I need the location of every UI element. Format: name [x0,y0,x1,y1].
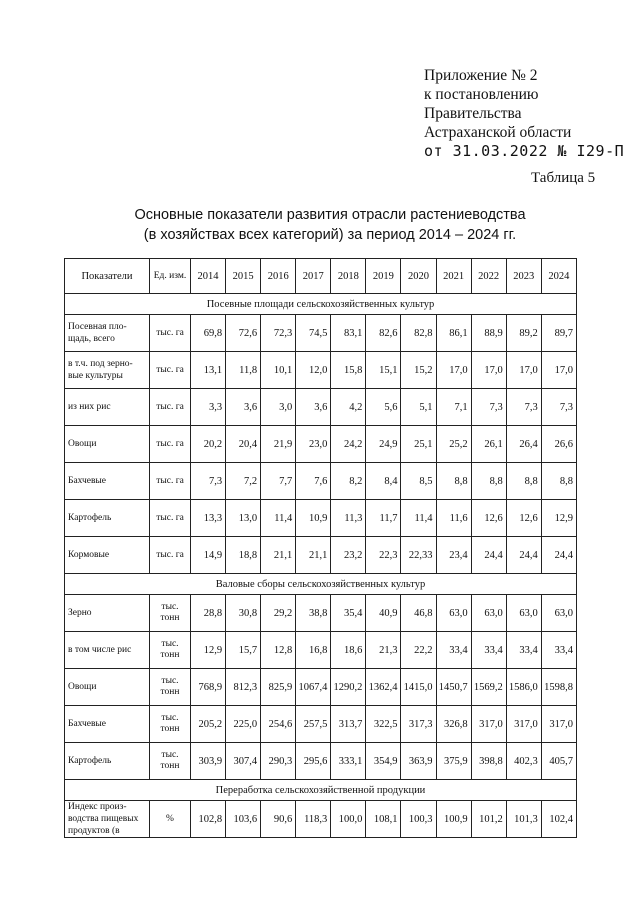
row-value-2017: 74,5 [296,315,331,352]
row-value-2022: 7,3 [471,389,506,426]
row-value-2015: 30,8 [226,595,261,632]
row-value-2023: 12,6 [506,500,541,537]
row-value-2018: 100,0 [331,801,366,838]
row-value-2016: 12,8 [261,632,296,669]
row-value-2020: 5,1 [401,389,436,426]
row-value-2018: 18,6 [331,632,366,669]
row-indicator-name: Индекс произ-водства пищевых продуктов (в [65,801,150,838]
table-row [65,595,577,632]
row-value-2020: 8,5 [401,463,436,500]
row-value-2020: 11,4 [401,500,436,537]
section-title: Переработка сельскохозяйственной продукции [65,780,577,801]
row-value-2018: 35,4 [331,595,366,632]
row-value-2022: 101,2 [471,801,506,838]
header-year: 2023 [506,259,541,294]
row-value-2023: 317,0 [506,706,541,743]
row-indicator-name: Посевная пло-щадь, всего [65,315,150,352]
appendix-line: к постановлению [424,86,539,103]
row-value-2016: 10,1 [261,352,296,389]
header-unit: Ед. изм. [150,259,191,294]
row-unit: тыс. га [150,352,191,389]
header-year: 2018 [331,259,366,294]
row-value-2019: 1362,4 [366,669,401,706]
row-value-2015: 11,8 [226,352,261,389]
row-value-2022: 88,9 [471,315,506,352]
appendix-resolution-date: от 31.03.2022 № I29-П [424,142,625,160]
header-year: 2021 [436,259,471,294]
appendix-line: Астраханской области [424,124,572,141]
section-row [65,294,577,315]
row-value-2019: 108,1 [366,801,401,838]
row-value-2017: 12,0 [296,352,331,389]
row-value-2024: 12,9 [541,500,576,537]
row-value-2018: 8,2 [331,463,366,500]
row-value-2020: 82,8 [401,315,436,352]
row-value-2019: 8,4 [366,463,401,500]
row-value-2023: 63,0 [506,595,541,632]
row-value-2019: 354,9 [366,743,401,780]
row-value-2014: 13,3 [191,500,226,537]
row-value-2022: 8,8 [471,463,506,500]
row-value-2015: 3,6 [226,389,261,426]
row-value-2021: 326,8 [436,706,471,743]
row-indicator-name: Картофель [65,743,150,780]
row-value-2024: 89,7 [541,315,576,352]
row-value-2023: 24,4 [506,537,541,574]
row-value-2019: 322,5 [366,706,401,743]
row-value-2017: 16,8 [296,632,331,669]
table-body [65,294,577,838]
row-value-2022: 17,0 [471,352,506,389]
header-year: 2019 [366,259,401,294]
row-value-2019: 5,6 [366,389,401,426]
row-value-2018: 83,1 [331,315,366,352]
row-value-2021: 100,9 [436,801,471,838]
table-row [65,315,577,352]
table-row [65,500,577,537]
row-value-2021: 23,4 [436,537,471,574]
table-row [65,463,577,500]
title-line-1: Основные показатели развития отрасли растениеводства [134,207,526,223]
row-value-2019: 22,3 [366,537,401,574]
appendix-block [424,66,624,161]
row-indicator-name: Кормовые [65,537,150,574]
row-value-2021: 11,6 [436,500,471,537]
row-value-2014: 12,9 [191,632,226,669]
row-value-2018: 24,2 [331,426,366,463]
row-value-2016: 825,9 [261,669,296,706]
section-title: Посевные площади сельскохозяйственных культур [65,294,577,315]
row-value-2024: 33,4 [541,632,576,669]
row-value-2021: 63,0 [436,595,471,632]
row-value-2021: 375,9 [436,743,471,780]
row-value-2023: 1586,0 [506,669,541,706]
appendix-line: Приложение № 2 [424,67,538,84]
row-value-2024: 1598,8 [541,669,576,706]
table-row [65,743,577,780]
row-value-2020: 22,2 [401,632,436,669]
table-row [65,389,577,426]
row-value-2014: 303,9 [191,743,226,780]
table-row [65,426,577,463]
row-value-2015: 307,4 [226,743,261,780]
row-value-2016: 21,1 [261,537,296,574]
row-value-2023: 7,3 [506,389,541,426]
row-unit: тыс. тонн [150,595,191,632]
row-unit: тыс. тонн [150,632,191,669]
row-value-2023: 89,2 [506,315,541,352]
row-indicator-name: Овощи [65,669,150,706]
row-value-2021: 7,1 [436,389,471,426]
row-value-2024: 8,8 [541,463,576,500]
row-value-2016: 29,2 [261,595,296,632]
row-value-2024: 317,0 [541,706,576,743]
table-row [65,352,577,389]
row-value-2023: 101,3 [506,801,541,838]
row-value-2019: 40,9 [366,595,401,632]
section-title: Валовые сборы сельскохозяйственных культур [65,574,577,595]
row-value-2018: 4,2 [331,389,366,426]
row-value-2016: 7,7 [261,463,296,500]
row-indicator-name: Бахчевые [65,463,150,500]
row-value-2022: 26,1 [471,426,506,463]
row-unit: тыс. тонн [150,669,191,706]
section-row [65,574,577,595]
row-indicator-name: из них рис [65,389,150,426]
row-value-2018: 313,7 [331,706,366,743]
row-value-2014: 205,2 [191,706,226,743]
row-value-2015: 18,8 [226,537,261,574]
row-unit: тыс. га [150,315,191,352]
row-value-2021: 8,8 [436,463,471,500]
row-value-2022: 24,4 [471,537,506,574]
indicators-table [64,258,577,838]
row-unit: % [150,801,191,838]
row-value-2020: 25,1 [401,426,436,463]
row-value-2014: 7,3 [191,463,226,500]
row-value-2020: 363,9 [401,743,436,780]
row-value-2014: 102,8 [191,801,226,838]
row-value-2022: 398,8 [471,743,506,780]
row-value-2017: 23,0 [296,426,331,463]
row-value-2020: 22,33 [401,537,436,574]
row-value-2015: 13,0 [226,500,261,537]
row-value-2018: 333,1 [331,743,366,780]
row-value-2018: 11,3 [331,500,366,537]
row-value-2016: 254,6 [261,706,296,743]
row-value-2017: 10,9 [296,500,331,537]
row-unit: тыс. га [150,500,191,537]
row-value-2021: 25,2 [436,426,471,463]
row-value-2014: 3,3 [191,389,226,426]
row-value-2017: 21,1 [296,537,331,574]
row-value-2016: 90,6 [261,801,296,838]
row-value-2017: 38,8 [296,595,331,632]
row-value-2018: 15,8 [331,352,366,389]
header-year: 2016 [261,259,296,294]
row-value-2016: 290,3 [261,743,296,780]
row-value-2016: 11,4 [261,500,296,537]
row-value-2014: 20,2 [191,426,226,463]
title-line-2: (в хозяйствах всех категорий) за период 2014 – 2024 гг. [143,227,517,243]
row-indicator-name: Зерно [65,595,150,632]
row-value-2020: 1415,0 [401,669,436,706]
row-value-2024: 7,3 [541,389,576,426]
row-value-2015: 20,4 [226,426,261,463]
row-value-2023: 17,0 [506,352,541,389]
row-value-2023: 8,8 [506,463,541,500]
row-value-2018: 23,2 [331,537,366,574]
row-value-2019: 21,3 [366,632,401,669]
row-value-2023: 33,4 [506,632,541,669]
row-value-2023: 26,4 [506,426,541,463]
row-unit: тыс. тонн [150,743,191,780]
row-value-2020: 317,3 [401,706,436,743]
section-row [65,780,577,801]
row-indicator-name: Овощи [65,426,150,463]
row-unit: тыс. га [150,463,191,500]
row-value-2015: 812,3 [226,669,261,706]
row-indicator-name: в том числе рис [65,632,150,669]
header-indicator: Показатели [65,259,150,294]
row-value-2015: 15,7 [226,632,261,669]
row-value-2017: 257,5 [296,706,331,743]
row-value-2016: 3,0 [261,389,296,426]
row-value-2020: 100,3 [401,801,436,838]
row-value-2024: 405,7 [541,743,576,780]
row-indicator-name: Бахчевые [65,706,150,743]
header-year: 2024 [541,259,576,294]
row-value-2024: 24,4 [541,537,576,574]
row-value-2022: 317,0 [471,706,506,743]
header-year: 2017 [296,259,331,294]
table-row [65,632,577,669]
row-value-2014: 768,9 [191,669,226,706]
row-value-2020: 15,2 [401,352,436,389]
row-value-2014: 13,1 [191,352,226,389]
row-value-2018: 1290,2 [331,669,366,706]
row-unit: тыс. га [150,389,191,426]
row-value-2024: 102,4 [541,801,576,838]
row-value-2022: 12,6 [471,500,506,537]
row-value-2015: 72,6 [226,315,261,352]
row-value-2020: 46,8 [401,595,436,632]
row-value-2015: 225,0 [226,706,261,743]
row-indicator-name: Картофель [65,500,150,537]
document-title [110,205,550,245]
row-value-2019: 24,9 [366,426,401,463]
row-value-2024: 63,0 [541,595,576,632]
row-value-2014: 28,8 [191,595,226,632]
row-value-2016: 21,9 [261,426,296,463]
table-row [65,706,577,743]
row-value-2019: 15,1 [366,352,401,389]
header-year: 2015 [226,259,261,294]
row-unit: тыс. га [150,426,191,463]
row-indicator-name: в т.ч. под зерно-вые культуры [65,352,150,389]
appendix-line: Правительства [424,105,522,122]
row-value-2021: 86,1 [436,315,471,352]
row-value-2016: 72,3 [261,315,296,352]
table-header-row [65,259,577,294]
row-value-2017: 3,6 [296,389,331,426]
row-value-2017: 1067,4 [296,669,331,706]
row-value-2019: 82,6 [366,315,401,352]
table-row [65,801,577,838]
row-value-2021: 1450,7 [436,669,471,706]
row-value-2022: 1569,2 [471,669,506,706]
row-value-2017: 295,6 [296,743,331,780]
table-row [65,669,577,706]
row-value-2015: 7,2 [226,463,261,500]
row-value-2024: 26,6 [541,426,576,463]
row-value-2022: 63,0 [471,595,506,632]
row-value-2023: 402,3 [506,743,541,780]
table-label: Таблица 5 [531,170,596,186]
row-value-2017: 7,6 [296,463,331,500]
row-unit: тыс. тонн [150,706,191,743]
row-value-2014: 69,8 [191,315,226,352]
row-value-2014: 14,9 [191,537,226,574]
header-year: 2020 [401,259,436,294]
row-value-2021: 33,4 [436,632,471,669]
header-year: 2014 [191,259,226,294]
header-year: 2022 [471,259,506,294]
row-value-2017: 118,3 [296,801,331,838]
row-value-2024: 17,0 [541,352,576,389]
row-value-2022: 33,4 [471,632,506,669]
table-row [65,537,577,574]
row-value-2021: 17,0 [436,352,471,389]
row-value-2015: 103,6 [226,801,261,838]
row-value-2019: 11,7 [366,500,401,537]
row-unit: тыс. га [150,537,191,574]
